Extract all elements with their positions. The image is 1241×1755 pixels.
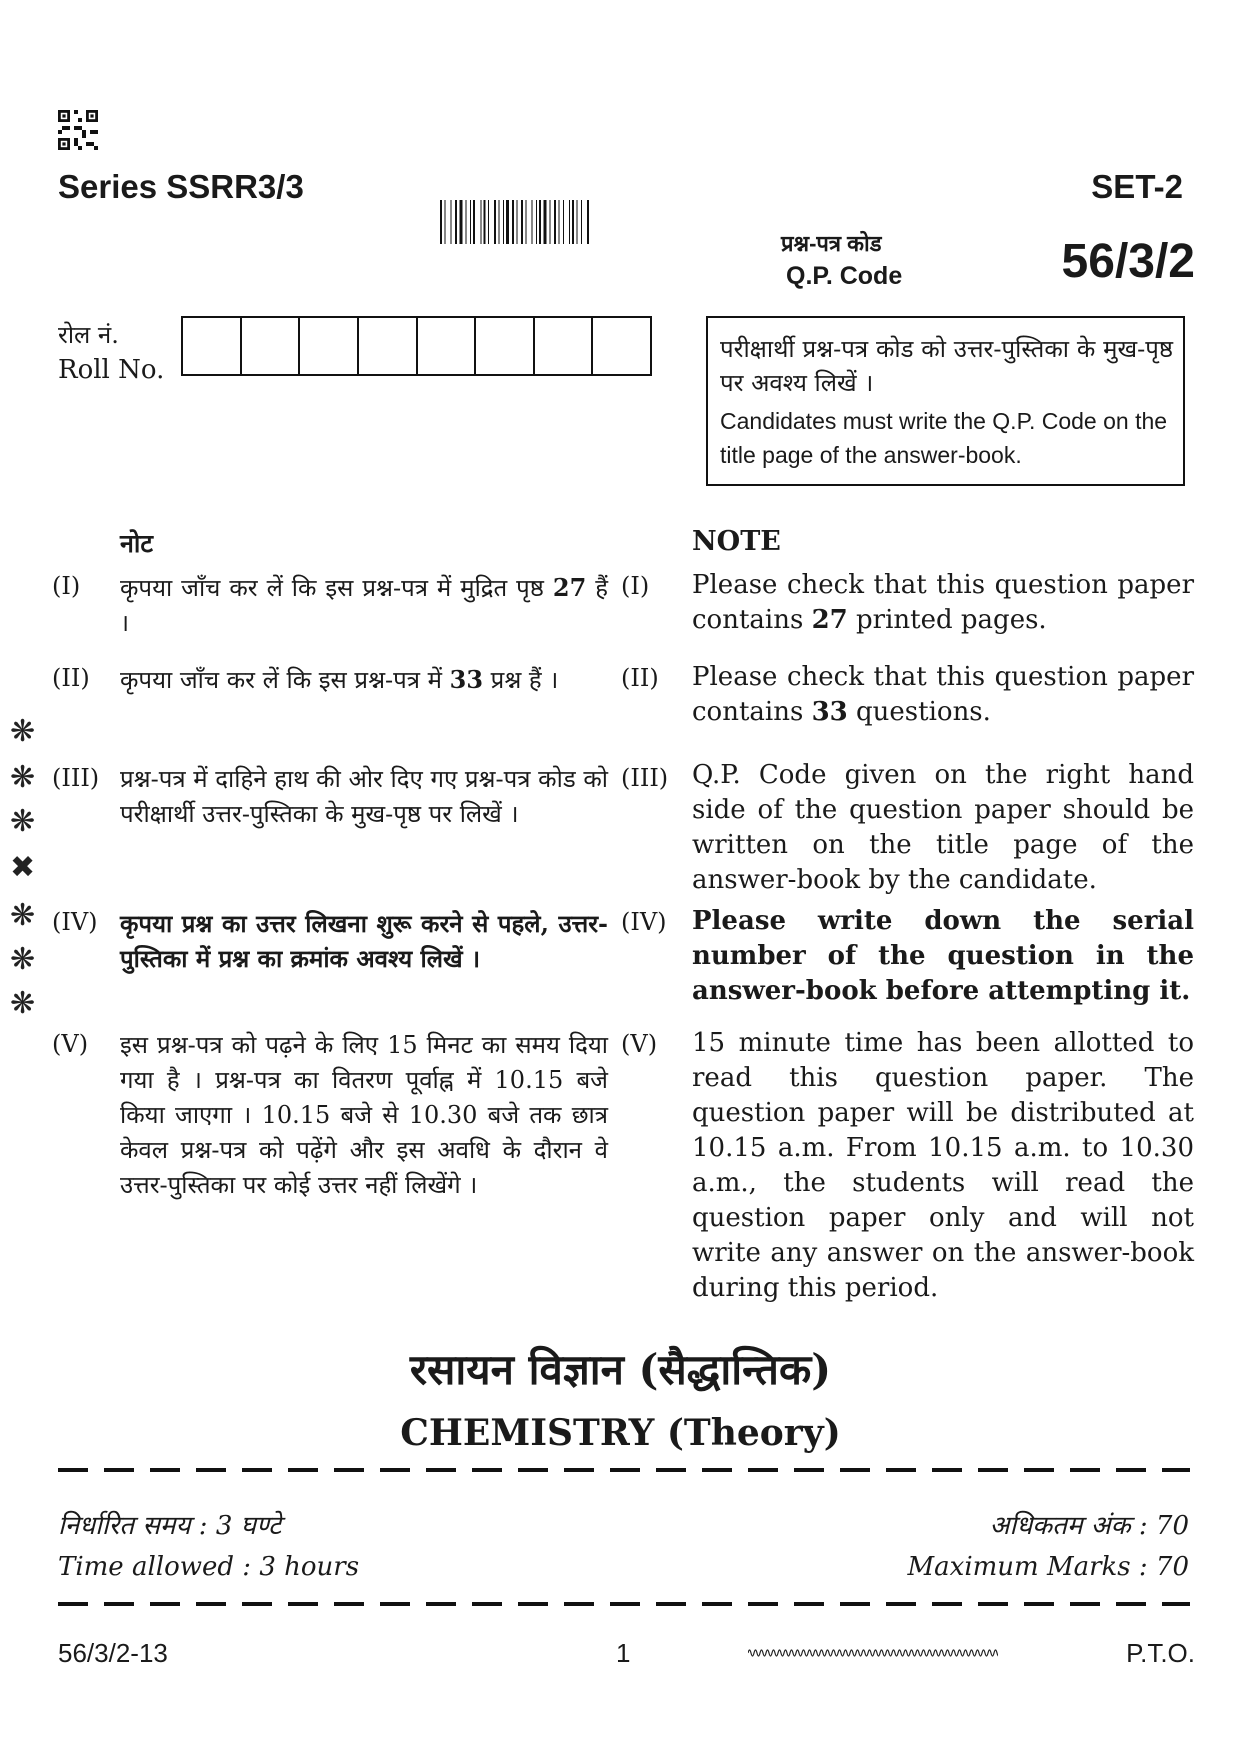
note-heading-english: NOTE bbox=[692, 526, 781, 557]
note-text-hindi: इस प्रश्न-पत्र को पढ़ने के लिए 15 मिनट का समय दिया गया है । प्रश्न-पत्र का वितरण पूर्वाह्न में 10.15 बजे किया जाएगा । 10.15 बजे से 10.30 बजे तक छात्र केवल प्रश्न-पत्र को पढ़ेंगे और इस अवधि के दौरान वे उत्तर-पुस्तिका पर कोई उत्तर नहीं लिखेंगे । bbox=[120, 1031, 608, 1199]
qp-code-value: 56/3/2 bbox=[1061, 235, 1195, 288]
note-heading-hindi: नोट bbox=[120, 529, 153, 558]
note-text-hindi: कृपया जाँच कर लें कि इस प्रश्न-पत्र में मुद्रित पृष्ठ 27 हैं । bbox=[120, 573, 609, 637]
qp-code-hindi-label: प्रश्न-पत्र कोड bbox=[781, 231, 882, 256]
instruction-hindi: परीक्षार्थी प्रश्न-पत्र कोड को उत्तर-पुस्तिका के मुख-पृष्ठ पर अवश्य लिखें । bbox=[720, 335, 1173, 397]
roll-digit-box[interactable] bbox=[535, 318, 594, 374]
qr-code-icon bbox=[58, 110, 98, 150]
time-allowed-hindi: निर्धारित समय : 3 घण्टे bbox=[58, 1511, 282, 1541]
qp-code-label: Q.P. Code bbox=[786, 262, 903, 290]
roll-digit-box[interactable] bbox=[300, 318, 359, 374]
note-text-english: Please write down the serial number of the question in the answer-book before attempting it. bbox=[692, 906, 1194, 1006]
roll-number-hindi-label: रोल नं. bbox=[58, 321, 119, 349]
subject-title-english: CHEMISTRY (Theory) bbox=[400, 1412, 841, 1454]
note-number-english: (III) bbox=[621, 764, 669, 792]
time-allowed-english: Time allowed : 3 hours bbox=[58, 1552, 360, 1582]
note-number-hindi: (III) bbox=[52, 764, 100, 792]
margin-asterisk-icon: ❋ bbox=[10, 898, 36, 933]
roll-digit-box[interactable] bbox=[242, 318, 301, 374]
roll-number-label: Roll No. bbox=[58, 355, 165, 385]
maximum-marks-hindi: अधिकतम अंक : 70 bbox=[989, 1511, 1189, 1541]
note-text-english: Please check that this question paper contains 27 printed pages. bbox=[692, 570, 1194, 635]
note-number-hindi: (I) bbox=[52, 572, 81, 600]
note-text-english: Q.P. Code given on the right hand side of the question paper should be written on the title page of the answer-book by the candidate. bbox=[692, 760, 1194, 895]
roll-digit-box[interactable] bbox=[183, 318, 242, 374]
pto-label: P.T.O. bbox=[1126, 1638, 1195, 1668]
note-text-hindi: प्रश्न-पत्र में दाहिने हाथ की ओर दिए गए प्रश्न-पत्र कोड को परीक्षार्थी उत्तर-पुस्तिका के मुख-पृष्ठ पर लिखें । bbox=[120, 765, 608, 828]
note-number-english: (IV) bbox=[621, 908, 667, 936]
margin-asterisk-icon: ❋ bbox=[10, 986, 36, 1021]
dashed-divider bbox=[58, 1468, 1190, 1472]
note-text-english: 15 minute time has been allotted to read this question paper. The question paper will be distributed at 10.15 a.m. From 10.15 a.m. to 10.30 a.m., the students will read the question paper only and will not write any answer on the answer-book during this period. bbox=[692, 1028, 1194, 1303]
set-label: SET-2 bbox=[1091, 168, 1183, 205]
subject-title-hindi: रसायन विज्ञान (सैद्धान्तिक) bbox=[409, 1345, 832, 1394]
dashed-divider bbox=[58, 1602, 1190, 1606]
note-text-english: Please check that this question paper contains 33 questions. bbox=[692, 662, 1194, 727]
roll-digit-box[interactable] bbox=[418, 318, 477, 374]
page-number: 1 bbox=[616, 1638, 631, 1668]
roll-digit-box[interactable] bbox=[359, 318, 418, 374]
margin-asterisk-icon: ❋ bbox=[10, 804, 36, 839]
maximum-marks-english: Maximum Marks : 70 bbox=[907, 1552, 1189, 1582]
roll-digit-box[interactable] bbox=[593, 318, 650, 374]
roll-digit-box[interactable] bbox=[476, 318, 535, 374]
footer-paper-code: 56/3/2-13 bbox=[58, 1638, 168, 1668]
note-number-english: (V) bbox=[621, 1030, 658, 1058]
margin-asterisk-icon: ❋ bbox=[10, 760, 36, 795]
series-label: Series SSRR3/3 bbox=[58, 168, 304, 205]
instruction-english: Candidates must write the Q.P. Code on the title page of the answer-book. bbox=[720, 408, 1168, 468]
margin-asterisk-icon: ❋ bbox=[10, 942, 36, 977]
note-number-english: (II) bbox=[621, 664, 659, 692]
note-number-english: (I) bbox=[621, 572, 650, 600]
note-number-hindi: (II) bbox=[52, 664, 90, 692]
note-number-hindi: (IV) bbox=[52, 908, 98, 936]
note-text-hindi: कृपया प्रश्न का उत्तर लिखना शुरू करने से पहले, उत्तर-पुस्तिका में प्रश्न का क्रमांक अवश्य लिखें । bbox=[120, 909, 608, 973]
note-text-hindi: कृपया जाँच कर लें कि इस प्रश्न-पत्र में 33 प्रश्न हैं । bbox=[120, 665, 559, 694]
roll-number-boxes[interactable] bbox=[181, 316, 652, 376]
qp-code-instruction-box bbox=[706, 316, 1185, 486]
margin-cross-icon: ✖ bbox=[10, 850, 36, 885]
wavy-line-icon bbox=[748, 1646, 998, 1660]
margin-asterisk-icon: ❋ bbox=[10, 714, 36, 749]
barcode-icon bbox=[440, 200, 640, 244]
note-number-hindi: (V) bbox=[52, 1030, 89, 1058]
